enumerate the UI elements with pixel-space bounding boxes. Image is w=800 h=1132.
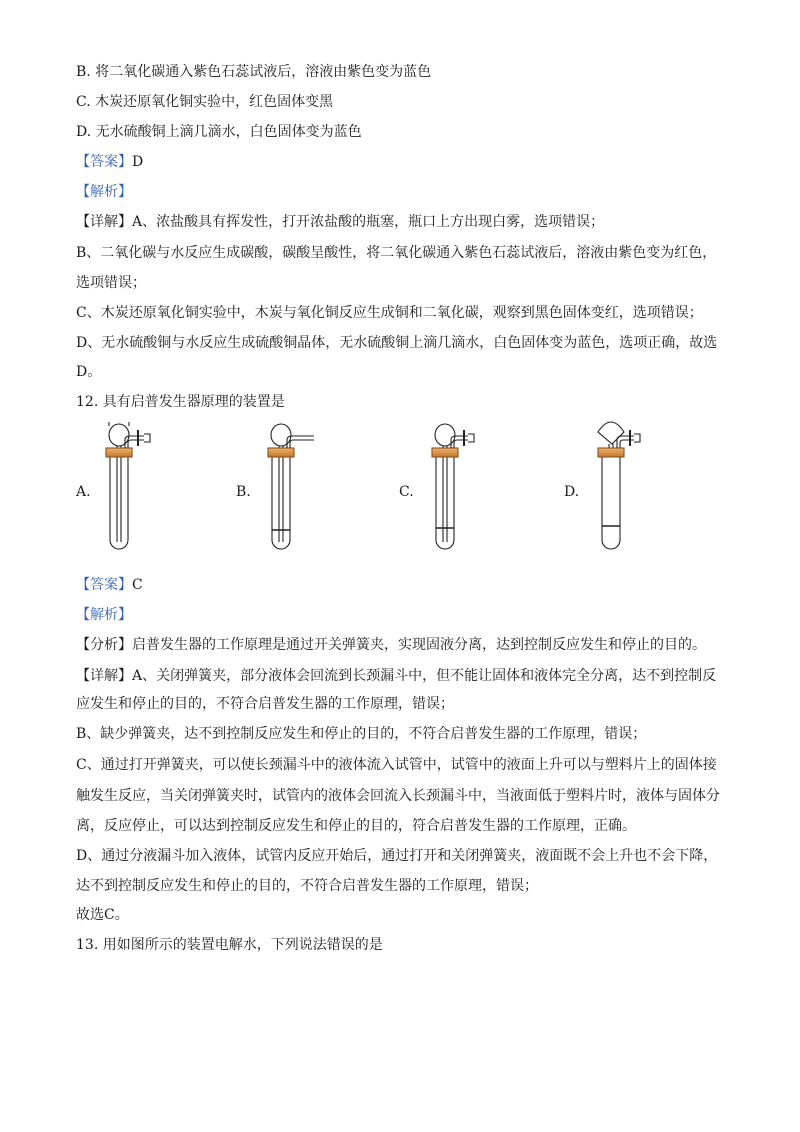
option-label-a: A.	[76, 484, 91, 500]
detail-line: 【详解】A、关闭弹簧夹，部分液体会回流到长颈漏斗中，但不能让固体和液体完全分离，达不到控制反	[76, 668, 717, 684]
apparatus-b	[268, 424, 314, 549]
detail-line: C、通过打开弹簧夹，可以使长颈漏斗中的液体流入试管中，试管中的液面上升可以与塑料片上的固体接	[76, 757, 717, 773]
apparatus-a	[106, 422, 150, 549]
detail-line: 应发生和停止的目的，不符合启普发生器的工作原理，错误；	[76, 696, 454, 712]
apparatus-c	[432, 424, 474, 549]
option-label-c: C.	[399, 484, 414, 500]
analysis-tag: 【解析】	[76, 184, 132, 200]
detail-line: 触发生反应，当关闭弹簧夹时，试管内的液体会回流入长颈漏斗中，当液面低于塑料片时，液体与固体分	[76, 788, 720, 804]
answer-tag: 【答案】	[76, 577, 132, 593]
answer-value: D	[132, 154, 144, 170]
option-label-b: B.	[236, 484, 251, 500]
detail-line: B、二氧化碳与水反应生成碳酸，碳酸呈酸性，将二氧化碳通入紫色石蕊试液后，溶液由紫色变为红色，	[76, 245, 717, 261]
detail-line: D、通过分液漏斗加入液体，试管内反应开始后，通过打开和关闭弹簧夹，液面既不会上升也不会下降，	[76, 848, 718, 864]
apparatus-figure	[0, 410, 800, 570]
detail-line: 离，反应停止，可以达到控制反应发生和停止的目的，符合启普发生器的工作原理，正确。	[76, 818, 636, 834]
detail-line: D、无水硫酸铜与水反应生成硫酸铜晶体，无水硫酸铜上滴几滴水，白色固体变为蓝色，选项正确，故选	[76, 335, 718, 351]
detail-line: 故选C。	[76, 907, 129, 923]
detail-line: D。	[76, 364, 102, 380]
option-b: B. 将二氧化碳通入紫色石蕊试液后，溶液由紫色变为蓝色	[76, 64, 432, 80]
answer-line	[76, 152, 143, 172]
apparatus-d	[598, 422, 640, 549]
option-d: D. 无水硫酸铜上滴几滴水，白色固体变为蓝色	[76, 124, 362, 140]
question-12-stem: 12. 具有启普发生器原理的装置是	[76, 394, 285, 410]
question-13-stem: 13. 用如图所示的装置电解水，下列说法错误的是	[76, 937, 383, 953]
answer-line	[76, 575, 143, 595]
detail-line: 【详解】A、浓盐酸具有挥发性，打开浓盐酸的瓶塞，瓶口上方出现白雾，选项错误；	[76, 214, 605, 230]
detail-line: 达不到控制反应发生和停止的目的，不符合启普发生器的工作原理，错误；	[76, 878, 538, 894]
detail-line: B、缺少弹簧夹，达不到控制反应发生和停止的目的，不符合启普发生器的工作原理，错误；	[76, 726, 647, 742]
analysis-tag: 【解析】	[76, 607, 132, 623]
answer-tag: 【答案】	[76, 154, 132, 170]
option-c: C. 木炭还原氧化铜实验中，红色固体变黑	[76, 94, 334, 110]
option-label-d: D.	[564, 484, 580, 500]
detail-line: 选项错误；	[76, 275, 146, 291]
answer-value: C	[132, 577, 143, 593]
detail-line: C、木炭还原氧化铜实验中，木炭与氧化铜反应生成铜和二氧化碳，观察到黑色固体变红，选项错误；	[76, 305, 703, 321]
detail-line: 【分析】启普发生器的工作原理是通过开关弹簧夹，实现固液分离，达到控制反应发生和停止的目的。	[76, 637, 706, 653]
